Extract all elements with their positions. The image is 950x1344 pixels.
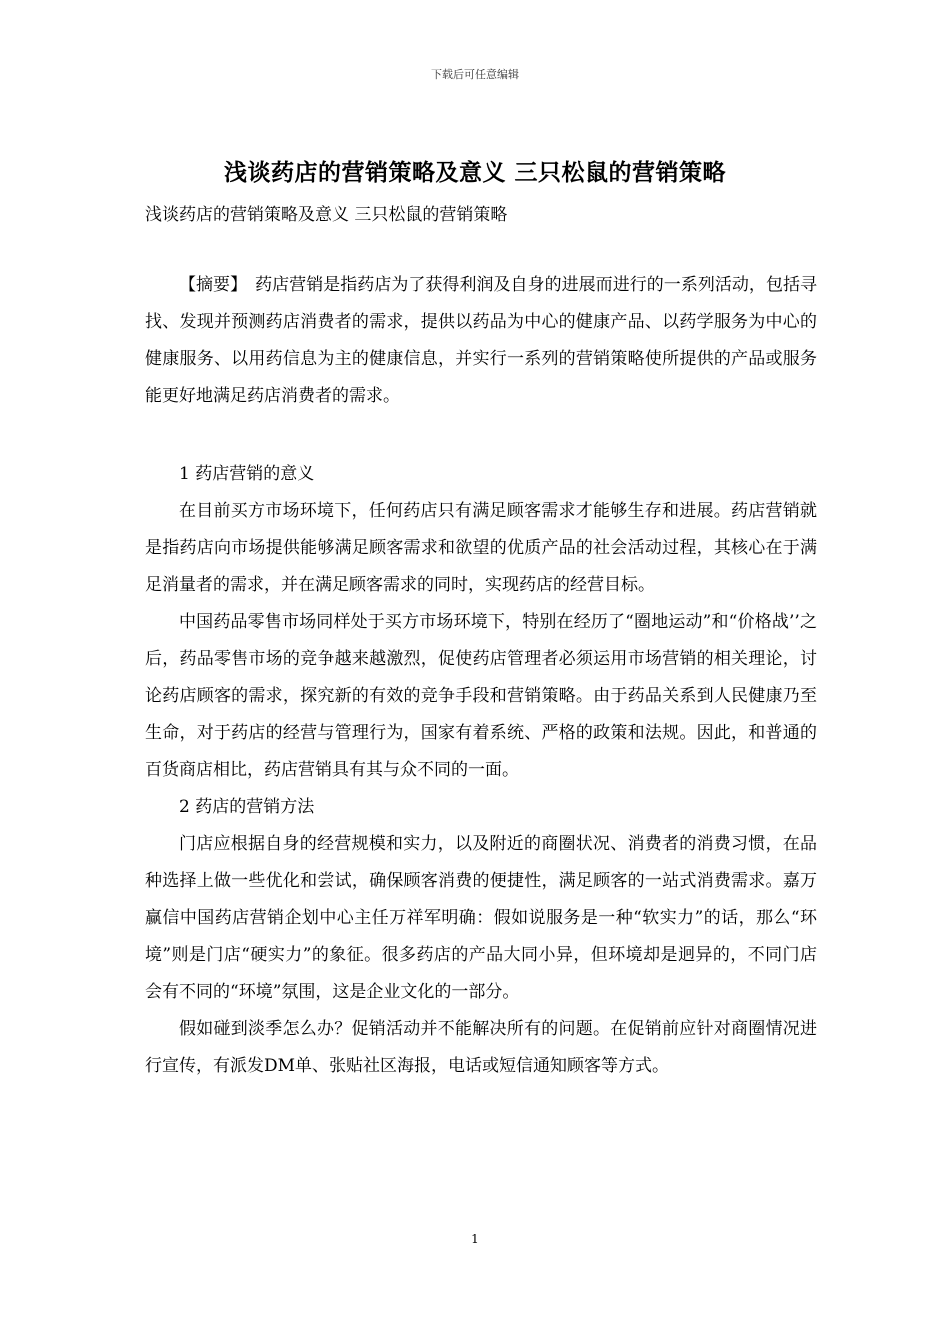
document-title: 浅谈药店的营销策略及意义 三只松鼠的营销策略 — [223, 159, 726, 186]
abstract-block — [145, 267, 817, 415]
body-paragraph: 假如碰到淡季怎么办？促销活动并不能解决所有的问题。在促销前应针对商圈情况进行宣传，有派发DM单、张贴社区海报，电话或短信通知顾客等方式。 — [145, 1019, 817, 1076]
body-paragraph: 门店应根据自身的经营规模和实力，以及附近的商圈状况、消费者的消费习惯，在品种选择上做一些优化和尝试，确保顾客消费的便捷性，满足顾客的一站式消费需求。嘉万赢信中国药店营销企划中心主任万祥军明确：假如说服务是一种“软实力”的话，那么“环境”则是门店“硬实力”的象征。很多药店的产品大同小异，但环境却是迥异的，不同门店会有不同的“环境”氛围，这是企业文化的一部分。 — [145, 834, 817, 1002]
abstract-paragraph — [145, 267, 817, 415]
page-number: 1 — [471, 1232, 479, 1246]
abstract-label: 【摘要】 — [179, 275, 248, 295]
section-heading: 2 药店的营销方法 — [179, 797, 315, 817]
body-paragraph: 在目前买方市场环境下，任何药店只有满足顾客需求才能够生存和进展。药店营销就是指药店向市场提供能够满足顾客需求和欲望的优质产品的社会活动过程，其核心在于满足消量者的需求，并在满足顾客需求的同时，实现药店的经营目标。 — [145, 501, 817, 595]
body-paragraph: 中国药品零售市场同样处于买方市场环境下，特别在经历了“圈地运动”和“价格战’’之后，药品零售市场的竞争越来越激烈，促使药店管理者必须运用市场营销的相关理论，讨论药店顾客的需求，探究新的有效的竞争手段和营销策略。由于药品关系到人民健康乃至生命，对于药店的经营与管理行为，国家有着系统、严格的政策和法规。因此，和普通的百货商店相比，药店营销具有其与众不同的一面。 — [145, 612, 817, 780]
abstract-text: 药店营销是指药店为了获得利润及自身的进展而进行的一系列活动，包括寻找、发现并预测药店消费者的需求，提供以药品为中心的健康产品、以药学服务为中心的健康服务、以用药信息为主的健康信息，并实行一系列的营销策略使所提供的产品或服务能更好地满足药店消费者的需求。 — [145, 275, 818, 406]
main-body — [145, 456, 817, 1085]
section-heading: 1 药店营销的意义 — [179, 464, 315, 484]
document-subtitle: 浅谈药店的营销策略及意义 三只松鼠的营销策略 — [145, 205, 508, 225]
page-header-watermark: 下载后可任意编辑 — [431, 68, 519, 81]
